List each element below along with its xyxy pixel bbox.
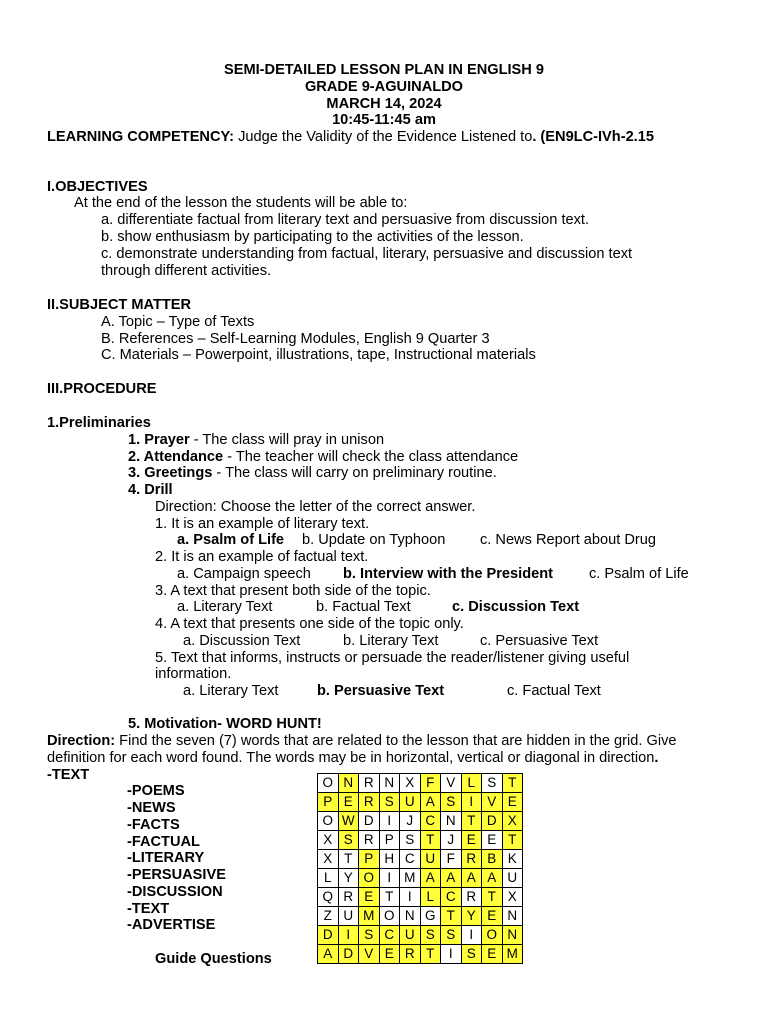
grid-cell: I <box>379 869 400 888</box>
grid-cell: W <box>338 812 359 831</box>
q4-choice-a: a. Discussion Text <box>183 633 301 649</box>
grid-cell: S <box>461 945 482 964</box>
grid-cell: E <box>482 907 503 926</box>
grid-cell: V <box>359 945 380 964</box>
competency-text: Judge the Validity of the Evidence Listened to <box>234 129 533 145</box>
q5-choice-c: c. Factual Text <box>507 683 601 699</box>
grid-cell: X <box>502 888 523 907</box>
question-2: 2. It is an example of factual text. <box>155 549 369 565</box>
word-list-item: -TEXT <box>47 767 90 783</box>
grid-cell: E <box>359 888 380 907</box>
grid-row <box>318 850 523 869</box>
grid-cell: O <box>318 812 339 831</box>
grid-cell: T <box>420 831 441 850</box>
grid-cell: I <box>441 945 462 964</box>
grid-cell: S <box>359 926 380 945</box>
grid-cell: R <box>400 945 421 964</box>
grid-cell: O <box>318 774 339 793</box>
grid-cell: T <box>502 831 523 850</box>
grid-cell: O <box>379 907 400 926</box>
grid-cell: D <box>318 926 339 945</box>
grid-row <box>318 907 523 926</box>
attendance-item <box>128 449 518 466</box>
grid-cell: V <box>482 793 503 812</box>
attendance-label: 2. Attendance <box>128 449 224 465</box>
word-list-item: -DISCUSSION <box>127 884 223 900</box>
drill-direction: Direction: Choose the letter of the correct answer. <box>155 499 476 515</box>
q2-choice-c: c. Psalm of Life <box>589 566 689 582</box>
grid-cell: Q <box>318 888 339 907</box>
grade-section: GRADE 9-AGUINALDO <box>304 79 464 95</box>
grid-cell: E <box>461 831 482 850</box>
grid-cell: T <box>338 850 359 869</box>
direction-text-continued: definition for each word found. The words may be in horizontal, vertical or diagonal in direction <box>47 750 655 766</box>
subject-materials: C. Materials – Powerpoint, illustrations, tape, Instructional materials <box>101 347 536 363</box>
grid-cell: R <box>359 793 380 812</box>
grid-cell: U <box>338 907 359 926</box>
grid-cell: M <box>400 869 421 888</box>
greetings-text: - The class will carry on preliminary routine. <box>212 465 497 481</box>
grid-cell: A <box>420 869 441 888</box>
grid-cell: D <box>359 812 380 831</box>
grid-cell: S <box>441 926 462 945</box>
grid-cell: P <box>359 850 380 869</box>
objective-b: b. show enthusiasm by participating to the activities of the lesson. <box>101 229 524 245</box>
grid-cell: H <box>379 850 400 869</box>
grid-cell: N <box>338 774 359 793</box>
grid-cell: E <box>379 945 400 964</box>
q5-choice-a: a. Literary Text <box>183 683 279 699</box>
grid-cell: G <box>420 907 441 926</box>
grid-cell: C <box>441 888 462 907</box>
competency-label: LEARNING COMPETENCY: <box>47 129 235 145</box>
grid-cell: I <box>338 926 359 945</box>
greetings-label: 3. Greetings <box>128 465 213 481</box>
grid-cell: N <box>379 774 400 793</box>
q1-choice-b: b. Update on Typhoon <box>302 532 446 548</box>
grid-cell: X <box>318 850 339 869</box>
grid-cell: I <box>400 888 421 907</box>
objectives-intro: At the end of the lesson the students will be able to: <box>74 195 408 211</box>
grid-cell: N <box>502 907 523 926</box>
word-list-item: -PERSUASIVE <box>127 867 226 883</box>
grid-cell: X <box>502 812 523 831</box>
grid-cell: C <box>420 812 441 831</box>
grid-cell: A <box>420 793 441 812</box>
guide-questions-heading: Guide Questions <box>155 951 272 967</box>
grid-cell: I <box>461 926 482 945</box>
grid-cell: U <box>420 850 441 869</box>
grid-cell: E <box>482 945 503 964</box>
competency-code: . (EN9LC-IVh-2.15 <box>532 129 654 145</box>
grid-cell: E <box>338 793 359 812</box>
grid-cell: M <box>359 907 380 926</box>
grid-cell: Y <box>338 869 359 888</box>
grid-cell: S <box>441 793 462 812</box>
grid-cell: R <box>461 850 482 869</box>
direction-text: Find the seven (7) words that are related to the lesson that are hidden in the grid. Give <box>115 733 677 749</box>
grid-cell: P <box>379 831 400 850</box>
grid-cell: N <box>400 907 421 926</box>
grid-cell: T <box>461 812 482 831</box>
q1-choice-c: c. News Report about Drug <box>480 532 657 548</box>
procedure-heading: III.PROCEDURE <box>47 381 157 397</box>
grid-cell: J <box>400 812 421 831</box>
direction-end: . <box>654 750 659 766</box>
objectives-heading: I.OBJECTIVES <box>47 179 148 195</box>
grid-cell: T <box>379 888 400 907</box>
grid-cell: R <box>359 774 380 793</box>
grid-row <box>318 831 523 850</box>
grid-cell: R <box>359 831 380 850</box>
grid-row <box>318 774 523 793</box>
grid-cell: K <box>502 850 523 869</box>
grid-cell: E <box>502 793 523 812</box>
grid-cell: O <box>359 869 380 888</box>
grid-cell: D <box>338 945 359 964</box>
direction-label: Direction: <box>47 733 116 749</box>
grid-cell: I <box>461 793 482 812</box>
lesson-time: 10:45-11:45 am <box>332 112 436 128</box>
q3-choice-b: b. Factual Text <box>316 599 411 615</box>
grid-cell: L <box>461 774 482 793</box>
grid-cell: T <box>420 945 441 964</box>
question-3: 3. A text that present both side of the topic. <box>155 583 431 599</box>
question-5-continued: information. <box>155 666 232 682</box>
question-4: 4. A text that presents one side of the topic only. <box>155 616 464 632</box>
grid-row <box>318 869 523 888</box>
q4-choice-b: b. Literary Text <box>343 633 439 649</box>
grid-cell: M <box>502 945 523 964</box>
grid-row <box>318 945 523 964</box>
word-list-item: -TEXT <box>127 901 170 917</box>
greetings-item <box>128 465 497 482</box>
grid-cell: A <box>482 869 503 888</box>
word-list-item: -LITERARY <box>127 850 205 866</box>
question-5: 5. Text that informs, instructs or persuade the reader/listener giving useful <box>155 650 630 666</box>
grid-cell: S <box>379 793 400 812</box>
q5-choice-b: b. Persuasive Text <box>317 683 445 699</box>
grid-cell: A <box>441 869 462 888</box>
grid-cell: C <box>400 850 421 869</box>
objective-a: a. differentiate factual from literary text and persuasive from discussion text. <box>101 212 590 228</box>
lesson-plan-title: SEMI-DETAILED LESSON PLAN IN ENGLISH 9 <box>223 62 544 78</box>
q2-choice-a: a. Campaign speech <box>177 566 311 582</box>
question-1: 1. It is an example of literary text. <box>155 516 370 532</box>
word-list-item: -FACTUAL <box>127 834 200 850</box>
grid-cell: X <box>318 831 339 850</box>
grid-cell: R <box>338 888 359 907</box>
q4-choice-c: c. Persuasive Text <box>480 633 599 649</box>
grid-cell: S <box>420 926 441 945</box>
motivation-heading: 5. Motivation- WORD HUNT! <box>128 716 322 732</box>
grid-cell: S <box>482 774 503 793</box>
prayer-label: 1. Prayer <box>128 432 190 448</box>
word-search-grid <box>317 773 523 964</box>
grid-cell: V <box>441 774 462 793</box>
grid-cell: J <box>441 831 462 850</box>
grid-cell: B <box>482 850 503 869</box>
grid-cell: U <box>400 793 421 812</box>
word-hunt-direction <box>47 733 676 750</box>
word-list-item: -FACTS <box>127 817 180 833</box>
subject-topic: A. Topic – Type of Texts <box>101 314 255 330</box>
grid-cell: P <box>318 793 339 812</box>
grid-cell: T <box>482 888 503 907</box>
grid-cell: N <box>441 812 462 831</box>
attendance-text: - The teacher will check the class attendance <box>223 449 519 465</box>
objective-c-continued: through different activities. <box>101 263 272 279</box>
q1-choice-a: a. Psalm of Life <box>177 532 285 548</box>
q3-choice-c: c. Discussion Text <box>452 599 580 615</box>
q3-choice-a: a. Literary Text <box>177 599 273 615</box>
grid-cell: E <box>482 831 503 850</box>
grid-cell: O <box>482 926 503 945</box>
lesson-date: MARCH 14, 2024 <box>326 96 442 112</box>
grid-cell: Y <box>461 907 482 926</box>
grid-cell: F <box>420 774 441 793</box>
grid-cell: U <box>502 869 523 888</box>
grid-cell: F <box>441 850 462 869</box>
subject-matter-heading: II.SUBJECT MATTER <box>47 297 192 313</box>
subject-references: B. References – Self-Learning Modules, English 9 Quarter 3 <box>101 331 490 347</box>
grid-cell: R <box>461 888 482 907</box>
grid-cell: L <box>420 888 441 907</box>
grid-cell: S <box>400 831 421 850</box>
word-hunt-direction-continued <box>47 750 658 767</box>
grid-row <box>318 812 523 831</box>
grid-cell: C <box>379 926 400 945</box>
objective-c: c. demonstrate understanding from factual, literary, persuasive and discussion text <box>101 246 633 262</box>
grid-cell: I <box>379 812 400 831</box>
learning-competency <box>47 129 654 146</box>
prayer-text: - The class will pray in unison <box>189 432 385 448</box>
grid-row <box>318 888 523 907</box>
word-list-item: -POEMS <box>127 783 185 799</box>
grid-cell: L <box>318 869 339 888</box>
prayer-item <box>128 432 384 449</box>
grid-cell: N <box>502 926 523 945</box>
grid-row <box>318 926 523 945</box>
grid-cell: Z <box>318 907 339 926</box>
word-list-item: -NEWS <box>127 800 176 816</box>
grid-row <box>318 793 523 812</box>
grid-cell: T <box>441 907 462 926</box>
q2-choice-b: b. Interview with the President <box>343 566 554 582</box>
grid-cell: T <box>502 774 523 793</box>
word-list-item: -ADVERTISE <box>127 917 216 933</box>
grid-cell: X <box>400 774 421 793</box>
grid-cell: S <box>338 831 359 850</box>
grid-cell: D <box>482 812 503 831</box>
grid-cell: A <box>461 869 482 888</box>
grid-cell: A <box>318 945 339 964</box>
grid-cell: U <box>400 926 421 945</box>
drill-label: 4. Drill <box>128 482 173 498</box>
preliminaries-heading: 1.Preliminaries <box>47 415 151 431</box>
